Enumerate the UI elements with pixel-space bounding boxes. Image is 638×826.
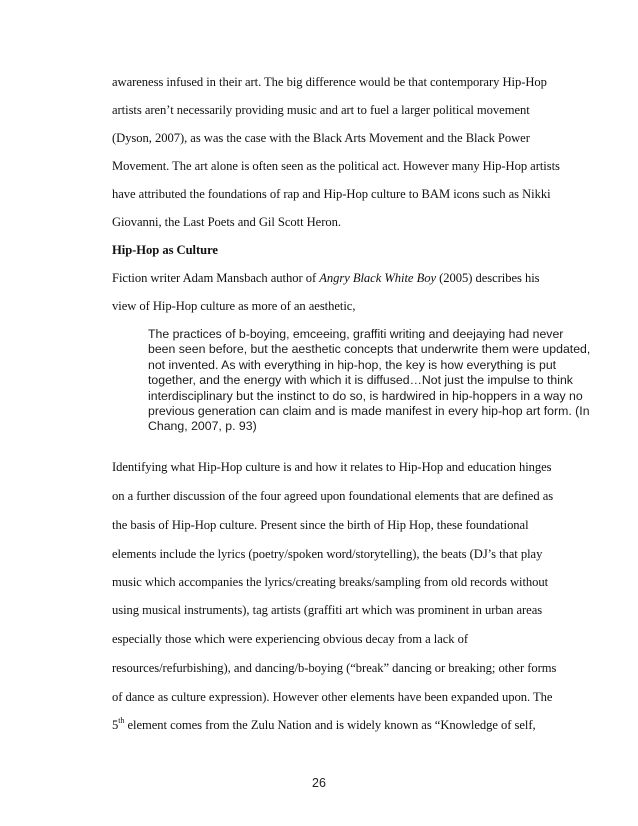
ordinal-number: 5 [112,718,119,732]
block-quote [148,327,591,435]
body-text-line: the basis of Hip-Hop culture. Present since the birth of Hip Hop, these foundational [112,518,529,532]
block-quote-line: been seen before, but the aesthetic concepts that underwrite them were updated, [148,342,591,357]
body-text-segment: Fiction writer Adam Mansbach author of [112,271,320,285]
block-quote-line: Chang, 2007, p. 93) [148,419,257,434]
block-quote-line: previous generation can claim and is made manifest in every hip-hop art form. (In [148,404,590,419]
body-text-segment: (2005) describes his [436,271,540,285]
page-number: 26 [312,776,326,790]
body-text-line [112,271,540,286]
body-text-line: music which accompanies the lyrics/creating breaks/sampling from old records without [112,575,549,589]
body-text-line: of dance as culture expression). However other elements have been expanded upon. The [112,690,553,704]
body-text-line: on a further discussion of the four agreed upon foundational elements that are defined as [112,489,554,503]
body-text-line: elements include the lyrics (poetry/spoken word/storytelling), the beats (DJ’s that play [112,547,543,561]
body-text-line: (Dyson, 2007), as was the case with the Black Arts Movement and the Black Power [112,131,530,145]
body-text-line: have attributed the foundations of rap and Hip-Hop culture to BAM icons such as Nikki [112,187,551,201]
body-text-line: Giovanni, the Last Poets and Gil Scott Heron. [112,215,341,229]
block-quote-line: together, and the energy with which it is diffused…Not just the impulse to think [148,373,573,388]
block-quote-line: not invented. As with everything in hip-hop, the key is how everything is put [148,357,557,372]
body-text-line: artists aren’t necessarily providing music and art to fuel a larger political movement [112,103,530,117]
block-quote-line: The practices of b-boying, emceeing, graffiti writing and deejaying had never [148,327,564,341]
body-text-line: Identifying what Hip-Hop culture is and how it relates to Hip-Hop and education hinges [112,460,552,474]
body-text-line: using musical instruments), tag artists (graffiti art which was prominent in urban areas [112,603,543,617]
body-text-line: especially those which were experiencing obvious decay from a lack of [112,632,469,646]
ordinal-suffix: th [118,715,125,725]
block-quote-line: interdisciplinary but the instinct to do so, is hardwired in hip-hoppers in a way no [148,388,583,403]
body-text-segment: element comes from the Zulu Nation and is widely known as “Knowledge of self, [124,718,536,732]
section-heading: Hip-Hop as Culture [112,243,218,257]
book-title: Angry Black White Boy [319,271,436,285]
body-text-line [112,715,536,733]
body-text-line: view of Hip-Hop culture as more of an aesthetic, [112,299,356,313]
body-text-line: resources/refurbishing), and dancing/b-boying (“break” dancing or breaking; other forms [112,661,557,675]
body-text-line: awareness infused in their art. The big difference would be that contemporary Hip-Hop [112,75,547,89]
body-text-line: Movement. The art alone is often seen as the political act. However many Hip-Hop artists [112,159,560,173]
